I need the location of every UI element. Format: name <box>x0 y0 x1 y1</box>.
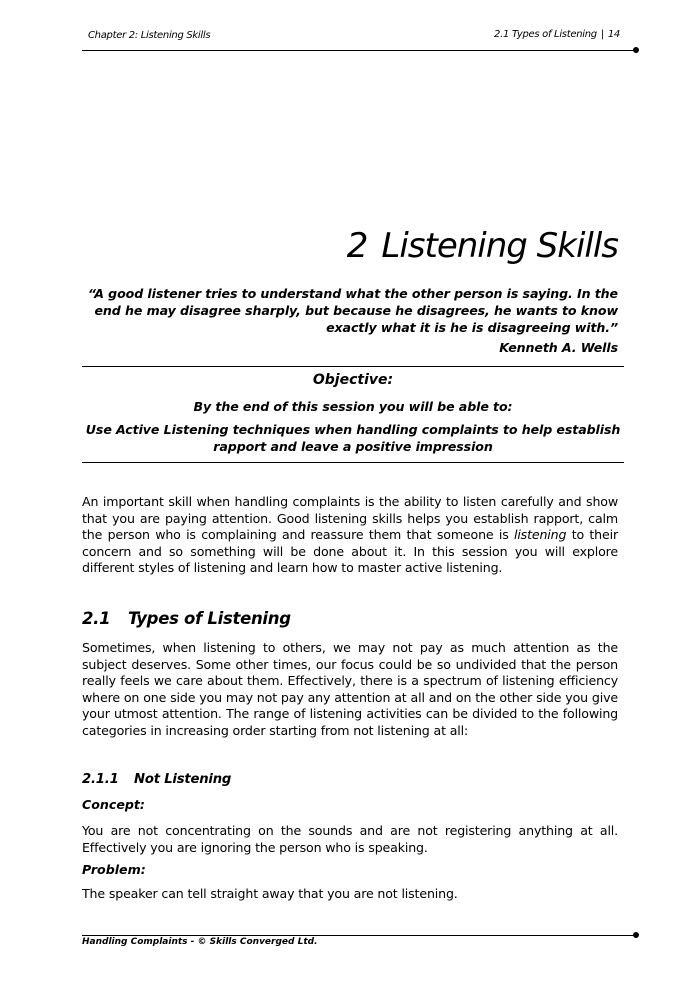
header-page-number: 14 <box>607 29 620 40</box>
section-heading-2-1 <box>82 609 291 628</box>
intro-text-before: An important skill when handling complaints is the ability to listen carefully and show that you are paying attention. Good listening skills helps you establish rapport, calm the person who is complaining and reassure them that someone is <box>82 494 618 543</box>
section-number: 2.1 <box>82 609 111 628</box>
quote-line: “A good listener tries to understand what the other person is saying. In the <box>87 286 618 301</box>
concept-text: You are not concentrating on the sounds and are not registering anything at all. Effectively you are ignoring the person who is speaking. <box>82 823 618 855</box>
objective-top-rule <box>82 366 624 367</box>
objective-line: Use Active Listening techniques when handling complaints to help establish <box>85 422 621 437</box>
intro-text-after: to their concern and so something will be done about it. In this session you will explore different styles of listening and learn how to master active listening. <box>82 527 618 576</box>
problem-text: The speaker can tell straight away that you are not listening. <box>82 886 458 901</box>
header-separator: | <box>600 29 604 40</box>
objective-bottom-rule <box>82 462 624 463</box>
header-section: 2.1 Types of Listening <box>494 29 597 40</box>
problem-label: Problem: <box>82 862 146 877</box>
objective-heading: Objective: <box>312 372 394 388</box>
header-section-page <box>494 29 620 40</box>
chapter-title-text: Listening Skills <box>381 226 618 266</box>
subsection-title: Not Listening <box>134 772 232 787</box>
subsection-number: 2.1.1 <box>82 772 119 787</box>
chapter-number: 2 <box>346 226 368 266</box>
header-rule-dot <box>633 47 639 53</box>
objective-line: rapport and leave a positive impression <box>213 439 493 454</box>
section-heading-2-1-1 <box>82 772 231 787</box>
footer-rule <box>82 935 636 936</box>
section-title: Types of Listening <box>128 609 291 628</box>
header-rule <box>82 50 636 51</box>
epigraph-quote <box>78 285 618 336</box>
quote-author: Kenneth A. Wells <box>499 340 618 355</box>
quote-line: end he may disagree sharply, but because he disagrees, he wants to know <box>94 303 618 318</box>
page-header <box>82 29 638 51</box>
footer-rule-dot <box>633 932 639 938</box>
intro-emphasis: listening <box>513 527 567 543</box>
objective-intro: By the end of this session you will be able to: <box>193 399 513 414</box>
chapter-title <box>347 226 618 266</box>
page-footer: Handling Complaints - © Skills Converged Ltd. <box>82 937 318 947</box>
header-chapter: Chapter 2: Listening Skills <box>88 30 211 41</box>
intro-paragraph <box>82 494 618 577</box>
quote-line: exactly what it is he is disagreeing with.” <box>326 320 618 335</box>
section-2-1-paragraph: Sometimes, when listening to others, we may not pay as much attention as the subject deserves. Some other times, our focus could be so undivided that the person really feels we care about them. Effectively, there is a spectrum of listening efficiency where on one side you may not pay any attention at all and on the other side you give your utmost attention. The range of listening activities can be divided to the following categories in increasing order starting from not listening at all: <box>82 640 618 738</box>
concept-label: Concept: <box>82 797 145 812</box>
